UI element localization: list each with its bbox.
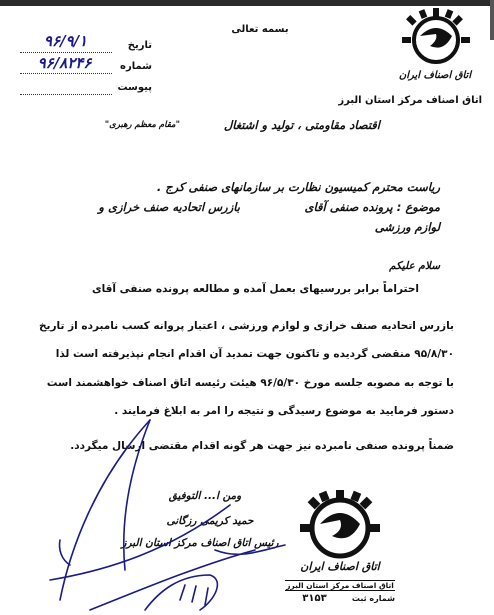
recipient: ریاست محترم کمیسیون نظارت بر سازمانهای صنفی کرج . — [156, 180, 440, 194]
closing-wish: ومن ا... التوفیق — [168, 490, 242, 502]
org-name: اتاق اصناف مرکز استان البرز — [338, 95, 482, 106]
bismillah: بسمه تعالی — [231, 24, 289, 35]
body-line: دستور فرمایید به موضوع رسیدگی و نتیجه را امر به ابلاغ فرمایند . — [114, 405, 454, 417]
slogan-source: "مقام معظم رهبری" — [104, 120, 180, 130]
stamp-reg-label: شماره ثبت — [351, 594, 395, 603]
scan-edge-right — [490, 0, 494, 40]
stamp-org-name: اتاق اصناف مرکز استان البرز — [286, 581, 394, 590]
stamp-reg-number: ۳۱۵۳ — [302, 593, 327, 604]
slogan-main: اقتصاد مقاومتی ، تولید و اشتغال — [223, 118, 380, 132]
subject-label: موضوع : پرونده صنفی آقای — [304, 200, 440, 214]
date-label: تاریخ — [127, 40, 152, 51]
stamp-logo-caption: اتاق اصناف ایران — [300, 560, 380, 573]
body-line: با توجه به مصوبه جلسه مورخ ۹۶/۵/۳۰ هیئت رئیسه اتاق اصناف خواهشمند است — [46, 377, 454, 389]
attachment-dots — [20, 94, 112, 95]
body-line: ۹۵/۸/۳۰ منقضی گردیده و تاکنون جهت تمدید آن اقدام انجام نپذیرفته است لذا — [55, 348, 454, 360]
signature-stroke — [0, 400, 494, 615]
attachment-label: پیوست — [117, 82, 152, 93]
subject-title-2: لوازم ورزشی — [374, 220, 440, 234]
number-value: ۹۶/۸۲۴۶ — [37, 54, 92, 72]
date-dots — [20, 52, 112, 53]
subject-title-1: بازرس اتحادیه صنف خرازی و — [98, 200, 240, 214]
greeting: سلام علیکم — [389, 260, 440, 272]
body-line: احتراماً برابر بررسیهای بعمل آمده و مطالعه پرونده صنفی آقای — [91, 283, 419, 295]
logo-caption: اتاق اصناف ایران — [398, 70, 472, 81]
date-value: ۹۶/۹/۱ — [43, 32, 88, 50]
number-dots — [20, 73, 112, 74]
signer-name: حمید کریمی رزگانی — [166, 515, 254, 527]
body-line: بازرس اتحادیه صنف خرازی و لوازم ورزشی ، اعتبار پروانه کسب نامبرده از تاریخ — [38, 320, 454, 332]
number-label: شماره — [120, 61, 152, 72]
chamber-logo-icon — [400, 6, 472, 78]
body-line: ضمناً پرونده صنفی نامبرده نیز جهت هر گونه اقدام مقتضی ارسال میگردد. — [70, 440, 454, 452]
signer-title: رئیس اتاق اصناف مرکز استان البرز — [121, 537, 279, 549]
